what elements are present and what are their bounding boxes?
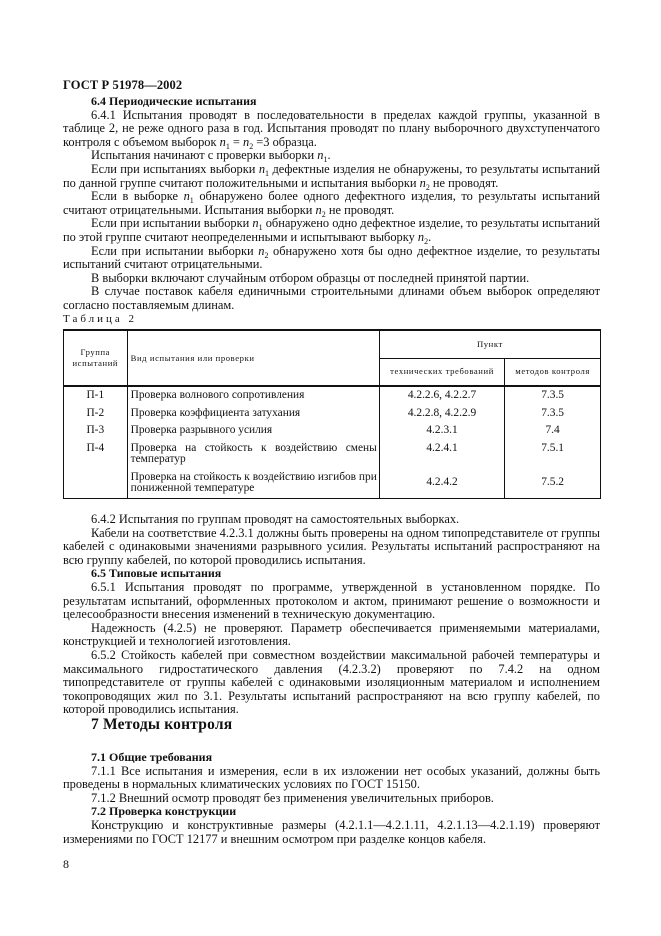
cell-test-name: Проверка разрывного усилия [127, 422, 379, 440]
section-title-7-1: 7.1 Общие требования [91, 750, 213, 764]
paragraph-7-1-2: 7.1.2 Внешний осмотр проводят без применения увеличительных приборов. [91, 790, 494, 805]
section-title-7: 7 Методы контроля [91, 716, 233, 733]
section-6-4 [63, 95, 600, 313]
cell-method-clause: 7.5.2 [505, 469, 601, 499]
table-row [64, 440, 601, 469]
paragraph-second-sample-defect: Если при испытании выборки $n_2$ обнаружено хотя бы одно дефектное изделие, то результаты испытаний считают отрицательными. [63, 243, 600, 272]
document-header: ГОСТ Р 51978—2002 [63, 78, 183, 92]
cell-group: П-3 [64, 422, 128, 440]
cell-method-clause: 7.3.5 [505, 386, 601, 405]
paragraph-7-2: Конструкцию и конструктивные размеры (4.2.1.1—4.2.1.11, 4.2.1.13—4.2.1.19) проверяют измерениями по ГОСТ 12177 и внешним осмотром при разделке концов кабеля. [63, 817, 600, 846]
section-title-6-4: 6.4 Периодические испытания [91, 94, 257, 108]
cell-test-name: Проверка коэффициента затухания [127, 405, 379, 423]
paragraph-no-defects: Если при испытаниях выборки $n_1$ дефектные изделия не обнаружены, то результаты испытаний по данной группе считают положительными и испытания выборки $n_2$ не проводят. [63, 161, 600, 192]
cell-method-clause: 7.3.5 [505, 405, 601, 423]
cell-tech-clause: 4.2.3.1 [379, 422, 504, 440]
page-number: 8 [63, 857, 69, 871]
header-group: Группа испытаний [64, 330, 128, 386]
paragraph-one-defect: Если при испытании выборки $n_1$ обнаружено одно дефектное изделие, то результаты испытаний по этой группе считают неопределенными и испытывают выборку $n_2$. [63, 216, 600, 246]
table-row [64, 469, 601, 499]
section-title-7-2: 7.2 Проверка конструкции [91, 804, 237, 819]
cell-group [64, 469, 128, 499]
table-row [64, 386, 601, 405]
cell-tech-clause: 4.2.2.8, 4.2.2.9 [379, 405, 504, 423]
cell-test-name: Проверка на стойкость к воздействию смены температур [127, 440, 379, 469]
paragraph-7-1-1: 7.1.1 Все испытания и измерения, если в их изложении нет особых указаний, должны быть проведены в нормальных климатических условиях по ГОСТ 15150. [63, 763, 600, 792]
paragraph-multiple-defects: Если в выборке $n_1$ обнаружено более одного дефектного изделия, то результаты испытаний считают отрицательными. Испытания выборки $n_2$ не проводят. [63, 189, 601, 219]
cell-tech-clause: 4.2.4.2 [379, 469, 504, 499]
paragraph-6-4-1: 6.4.1 Испытания проводят в последовательности в пределах каждой группы, указанной в таблице 2, не реже одного раза в год. Испытания проводят по плану выборочного двухступенчатого контроля с объемом выборок $n_1 = n_2 =3$ образца. [63, 107, 600, 151]
paragraph-6-5-1: 6.5.1 Испытания проводят по программе, утвержденной в установленном порядке. По результатам испытаний, оформленных протоколом и актом, принимают решение о возможности и целесообразности внесения изменений в техническую документацию. [63, 579, 600, 622]
header-control-methods: методов контроля [505, 358, 601, 386]
header-tech-requirements: технических требований [379, 358, 504, 386]
section-7 [63, 718, 600, 732]
paragraph-6-4-2: 6.4.2 Испытания по группам проводят на самостоятельных выборках. [91, 512, 460, 526]
header-clause: Пункт [379, 330, 600, 358]
cell-tech-clause: 4.2.4.1 [379, 440, 504, 469]
section-title-6-5: 6.5 Типовые испытания [91, 566, 222, 581]
table-2 [63, 329, 601, 499]
section-7-body [63, 751, 600, 846]
cell-group: П-4 [64, 440, 128, 469]
header-test-type: Вид испытания или проверки [127, 330, 379, 386]
table-row [64, 422, 601, 440]
cell-tech-clause: 4.2.2.6, 4.2.2.7 [379, 386, 504, 405]
paragraph-start-sample: Испытания начинают с проверки выборки $n_1$. [91, 148, 331, 165]
table-caption: Таблица 2 [63, 313, 138, 325]
cell-method-clause: 7.4 [505, 422, 601, 440]
paragraph-breaking-force: Кабели на соответствие 4.2.3.1 должны быть проверены на одном типопредставителе от группы кабелей с одинаковыми значениями разрывного усилия. Результаты испытаний распространяют на всю группу кабелей, по которой проводились испытания. [63, 525, 600, 567]
paragraph-6-5-2: 6.5.2 Стойкость кабелей при совместном воздействии максимальной рабочей температуры и максимального гидростатического давления (4.2.3.2) проверяют по 7.4.2 на одном типопредставителе от группы кабелей с одинаковыми изоляционным материалом и исполнением токопроводящих жил по 3.1. Результаты испытаний распространяют на всю группу кабелей, по которой проводились испытания. [63, 647, 600, 717]
paragraph-reliability: Надежность (4.2.5) не проверяют. Параметр обеспечивается применяемыми материалами, конструкцией и технологией изготовления. [63, 620, 600, 649]
cell-group: П-2 [64, 405, 128, 423]
section-6-4-2-and-6-5 [63, 513, 600, 717]
table-row [64, 405, 601, 423]
cell-test-name: Проверка на стойкость к воздействию изгибов при пониженной температуре [127, 469, 379, 499]
paragraph-random-selection: В выборки включают случайным отбором образцы от последней принятой партии. [91, 270, 530, 285]
paragraph-construction-lengths: В случае поставок кабеля единичными строительными длинами объем выборок определяют согласно поставляемым длинам. [63, 284, 600, 312]
cell-test-name: Проверка волнового сопротивления [127, 386, 379, 405]
cell-method-clause: 7.5.1 [505, 440, 601, 469]
cell-group: П-1 [64, 386, 128, 405]
